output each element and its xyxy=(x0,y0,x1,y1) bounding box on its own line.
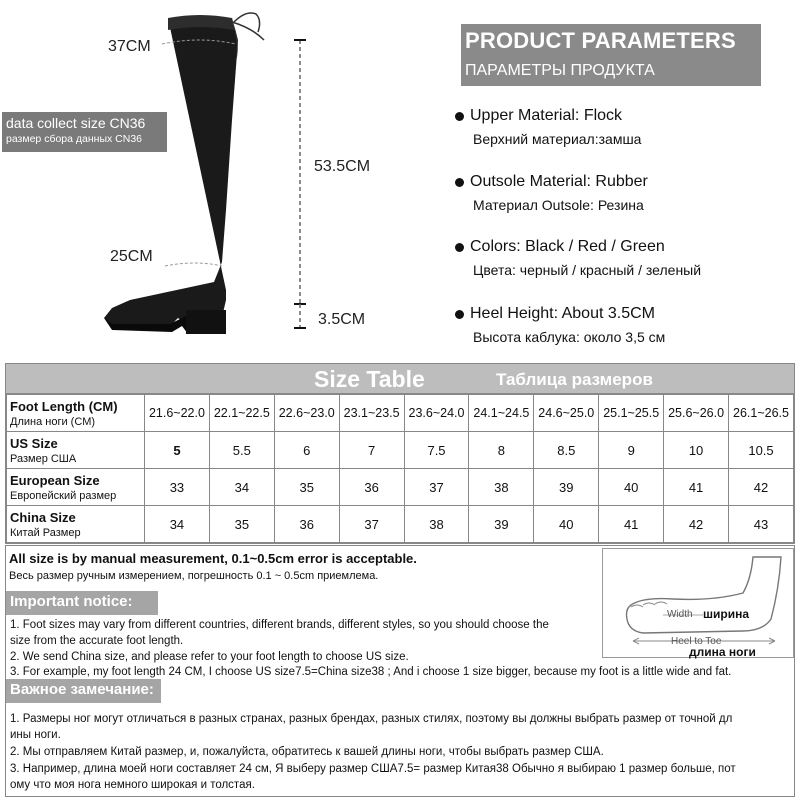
size-cell: 35 xyxy=(274,469,339,506)
size-row-header xyxy=(7,506,145,543)
size-row-header xyxy=(7,469,145,506)
param-en: Upper Material: Flock xyxy=(470,107,623,124)
notice-ru-line: ины ноги. xyxy=(10,729,61,741)
param-en: Colors: Black / Red / Green xyxy=(470,238,665,255)
product-header xyxy=(0,0,800,360)
size-cell: 8.5 xyxy=(534,432,599,469)
heel-to-toe-label: Heel to Toe xyxy=(671,636,722,647)
row-label-ru: Китай Размер xyxy=(10,526,81,539)
product-parameters xyxy=(455,22,795,357)
param-upper-material xyxy=(455,107,795,147)
size-cell: 34 xyxy=(209,469,274,506)
notice-ru-line: 3. Например, длина моей ноги составляет 24 см, Я выберу размер США7.5= размер Китая38 Обычно я выбираю 1 размер больше, пот xyxy=(10,763,736,775)
size-cell: 25.1~25.5 xyxy=(599,395,664,432)
accuracy-note-ru: Весь размер ручным измерением, погрешность 0.1 ~ 0.5cm приемлема. xyxy=(9,570,379,582)
heel-dim-label: 3.5CM xyxy=(318,311,366,328)
size-cell: 39 xyxy=(534,469,599,506)
param-heel-height xyxy=(455,305,795,345)
param-ru: Цвета: черный / красный / зеленый xyxy=(473,262,702,278)
size-row-header xyxy=(7,432,145,469)
parameters-title: PRODUCT PARAMETERS xyxy=(465,28,736,53)
row-label-ru: Размер США xyxy=(10,452,77,465)
size-cell: 8 xyxy=(469,432,534,469)
bullet-icon xyxy=(455,310,464,319)
notice-en-line: 3. For example, my foot length 24 CM, I choose US size7.5=China size38 ; And i choose 1 size bigger, because my foot is a little wide and fat. xyxy=(10,666,732,678)
notice-en-line: 2. We send China size, and please refer to your foot length to choose US size. xyxy=(10,651,409,663)
param-ru: Верхний материал:замша xyxy=(473,131,642,147)
size-row xyxy=(7,432,794,469)
boot-image xyxy=(0,0,440,360)
param-en: Outsole Material: Rubber xyxy=(470,173,648,190)
size-cell: 6 xyxy=(274,432,339,469)
size-cell: 33 xyxy=(145,469,210,506)
size-cell: 7.5 xyxy=(404,432,469,469)
bullet-icon xyxy=(455,112,464,121)
parameters-title-ru: ПАРАМЕТРЫ ПРОДУКТА xyxy=(465,62,655,79)
row-label-ru: Европейский размер xyxy=(10,489,117,502)
heel-to-toe-label-ru: длина ноги xyxy=(689,645,756,659)
width-label: Width xyxy=(667,609,693,620)
size-cell: 37 xyxy=(339,506,404,543)
top-width-label: 37CM xyxy=(108,38,151,55)
size-cell: 37 xyxy=(404,469,469,506)
notice-ru-line: 1. Размеры ног могут отличаться в разных странах, разных брендах, разных стилях, поэтому вы должны выбрать размер от точной дл xyxy=(10,713,733,725)
size-cell: 5 xyxy=(145,432,210,469)
size-cell: 24.1~24.5 xyxy=(469,395,534,432)
size-table-header xyxy=(6,364,794,394)
foot-measure-diagram xyxy=(602,548,794,658)
size-table-title-ru: Таблица размеров xyxy=(496,370,653,389)
size-cell: 7 xyxy=(339,432,404,469)
row-label: Foot Length (CM) xyxy=(10,398,118,414)
param-outsole-material xyxy=(455,173,795,213)
size-cell: 38 xyxy=(469,469,534,506)
size-cell: 38 xyxy=(404,506,469,543)
size-cell: 41 xyxy=(599,506,664,543)
row-label: European Size xyxy=(10,472,100,488)
size-cell: 22.6~23.0 xyxy=(274,395,339,432)
param-ru: Высота каблука: около 3,5 см xyxy=(473,329,666,345)
param-colors xyxy=(455,238,795,278)
size-cell: 42 xyxy=(664,506,729,543)
parameters-title-block xyxy=(461,24,761,86)
size-cell: 9 xyxy=(599,432,664,469)
size-row xyxy=(7,469,794,506)
accuracy-note: All size is by manual measurement, 0.1~0.5cm error is acceptable. xyxy=(9,551,417,566)
size-cell: 24.6~25.0 xyxy=(534,395,599,432)
size-cell: 10 xyxy=(664,432,729,469)
size-row-header xyxy=(7,395,145,432)
size-cell: 25.6~26.0 xyxy=(664,395,729,432)
data-collect-size-badge xyxy=(2,112,167,152)
size-cell: 26.1~26.5 xyxy=(729,395,794,432)
size-cell: 39 xyxy=(469,506,534,543)
lower-width-label: 25CM xyxy=(110,248,153,265)
size-cell: 5.5 xyxy=(209,432,274,469)
size-cell: 36 xyxy=(339,469,404,506)
important-notice-title: Important notice: xyxy=(6,591,158,615)
size-cell: 34 xyxy=(145,506,210,543)
size-cell: 40 xyxy=(534,506,599,543)
param-ru: Материал Outsole: Резина xyxy=(473,197,644,213)
important-notice-title-ru: Важное замечание: xyxy=(6,679,161,703)
notice-en-line: size from the accurate foot length. xyxy=(10,635,184,647)
notes-section xyxy=(5,545,795,797)
size-cell: 23.1~23.5 xyxy=(339,395,404,432)
size-table-title: Size Table xyxy=(314,366,425,392)
size-cell: 43 xyxy=(729,506,794,543)
size-grid xyxy=(6,394,794,543)
size-cell: 40 xyxy=(599,469,664,506)
bullet-icon xyxy=(455,243,464,252)
row-label: US Size xyxy=(10,435,58,451)
notice-ru-line: ому что моя нога немного широкая и толстая. xyxy=(10,779,255,791)
notice-ru-line: 2. Мы отправляем Китай размер, и, пожалуйста, обратитесь к вашей длины ноги, чтобы выбрать размер США. xyxy=(10,746,604,758)
size-row xyxy=(7,395,794,432)
shaft-height-label: 53.5CM xyxy=(314,158,371,175)
size-cell: 35 xyxy=(209,506,274,543)
notice-en-line: 1. Foot sizes may vary from different countries, different brands, different styles, so you should choose the xyxy=(10,619,549,631)
badge-text-ru: размер сбора данных CN36 xyxy=(6,133,143,145)
size-cell: 22.1~22.5 xyxy=(209,395,274,432)
bullet-icon xyxy=(455,178,464,187)
badge-text-en: data collect size CN36 xyxy=(6,115,146,131)
width-label-ru: ширина xyxy=(703,607,750,621)
size-cell: 21.6~22.0 xyxy=(145,395,210,432)
size-cell: 41 xyxy=(664,469,729,506)
row-label: China Size xyxy=(10,509,76,525)
size-table xyxy=(5,363,795,544)
param-en: Heel Height: About 3.5CM xyxy=(470,305,655,322)
size-cell: 42 xyxy=(729,469,794,506)
row-label-ru: Длина ноги (CM) xyxy=(10,415,96,428)
size-cell: 36 xyxy=(274,506,339,543)
size-cell: 10.5 xyxy=(729,432,794,469)
boot-illustration-area xyxy=(0,0,440,360)
size-cell: 23.6~24.0 xyxy=(404,395,469,432)
size-row xyxy=(7,506,794,543)
